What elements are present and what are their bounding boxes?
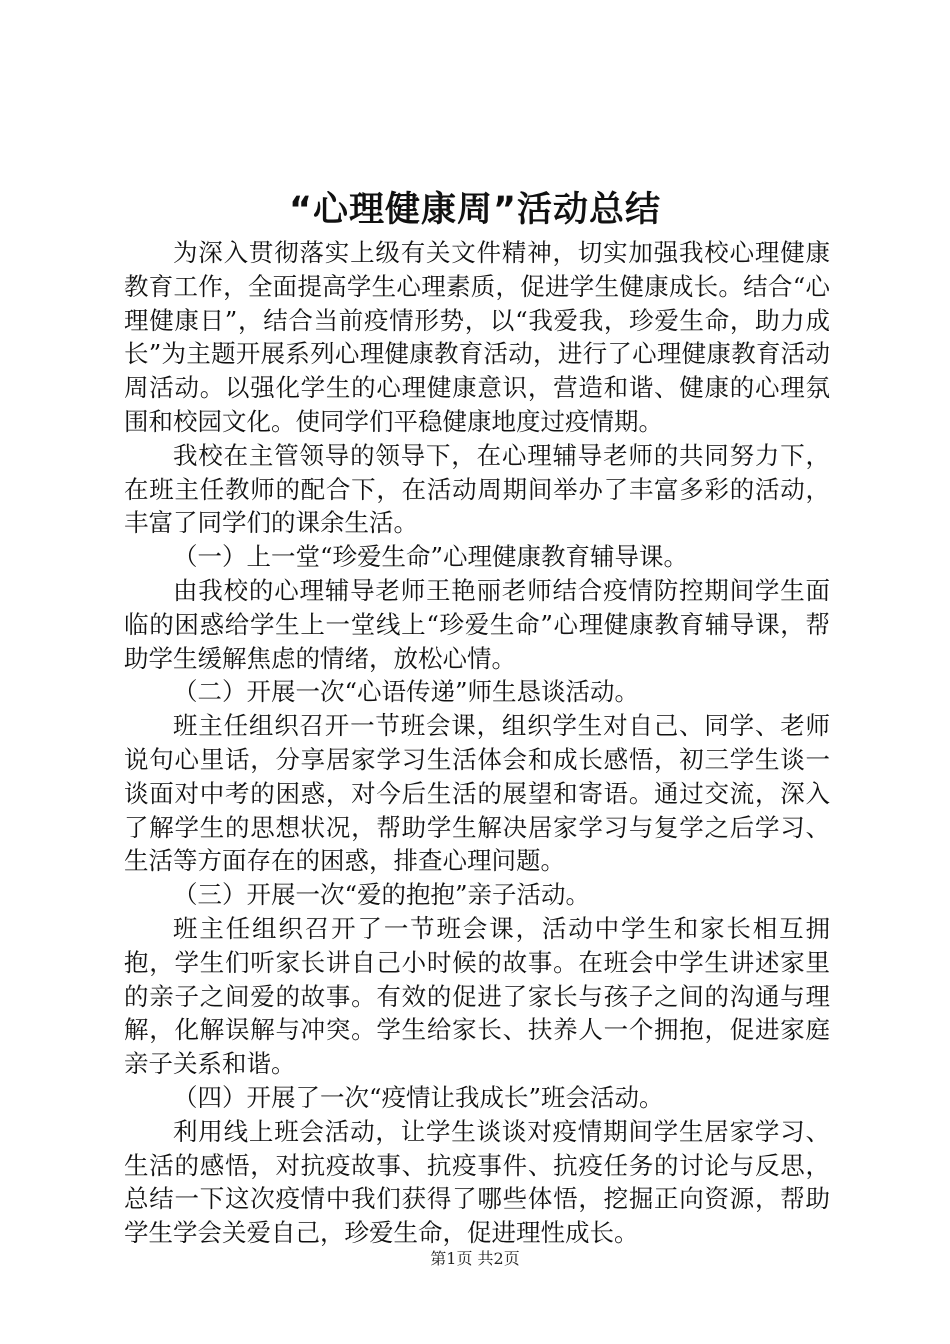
page-number-footer: 第1页 共2页 [430, 1249, 520, 1268]
paragraph: 为深入贯彻落实上级有关文件精神，切实加强我校心理健康教育工作，全面提高学生心理素质，促进学生健康成长。结合“心理健康日”，结合当前疫情形势，以“我爱我，珍爱生命，助力成长”为主题开展系列心理健康教育活动，进行了心理健康教育活动周活动。以强化学生的心理健康意识，营造和谐、健康的心理氛围和校园文化。使同学们平稳健康地度过疫情期。 [124, 238, 830, 436]
paragraph: 由我校的心理辅导老师王艳丽老师结合疫情防控期间学生面临的困惑给学生上一堂线上“珍爱生命”心理健康教育辅导课，帮助学生缓解焦虑的情绪，放松心情。 [124, 575, 830, 673]
paragraph: 班主任组织召开一节班会课，组织学生对自己、同学、老师说句心里话，分享居家学习生活体会和成长感悟，初三学生谈一谈面对中考的困惑，对今后生活的展望和寄语。通过交流，深入了解学生的思想状况，帮助学生解决居家学习与复学之后学习、生活等方面存在的困惑，排查心理问题。 [124, 711, 830, 876]
document-title: “心理健康周”活动总结 [288, 190, 661, 230]
section-heading: （四）开展了一次“疫情让我成长”班会活动。 [173, 1082, 664, 1112]
section-heading: （一）上一堂“珍爱生命”心理健康教育辅导课。 [173, 542, 689, 572]
paragraph: 班主任组织召开了一节班会课，活动中学生和家长相互拥抱，学生们听家长讲自己小时候的故事。在班会中学生讲述家里的亲子之间爱的故事。有效的促进了家长与孩子之间的沟通与理解，化解误解与冲突。学生给家长、扶养人一个拥抱，促进家庭亲子关系和谐。 [124, 913, 830, 1079]
section-heading: （二）开展一次“心语传递”师生恳谈活动。 [173, 677, 640, 707]
section-heading: （三）开展一次“爱的抱抱”亲子活动。 [173, 880, 591, 910]
document-body [124, 236, 830, 1250]
paragraph: 我校在主管领导的领导下，在心理辅导老师的共同努力下，在班主任教师的配合下，在活动周期间举办了丰富多彩的活动，丰富了同学们的课余生活。 [124, 440, 830, 538]
paragraph: 利用线上班会活动，让学生谈谈对疫情期间学生居家学习、生活的感悟，对抗疫故事、抗疫事件、抗疫任务的讨论与反思，总结一下这次疫情中我们获得了哪些体悟，挖掘正向资源，帮助学生学会关爱自己，珍爱生命，促进理性成长。 [124, 1116, 830, 1248]
